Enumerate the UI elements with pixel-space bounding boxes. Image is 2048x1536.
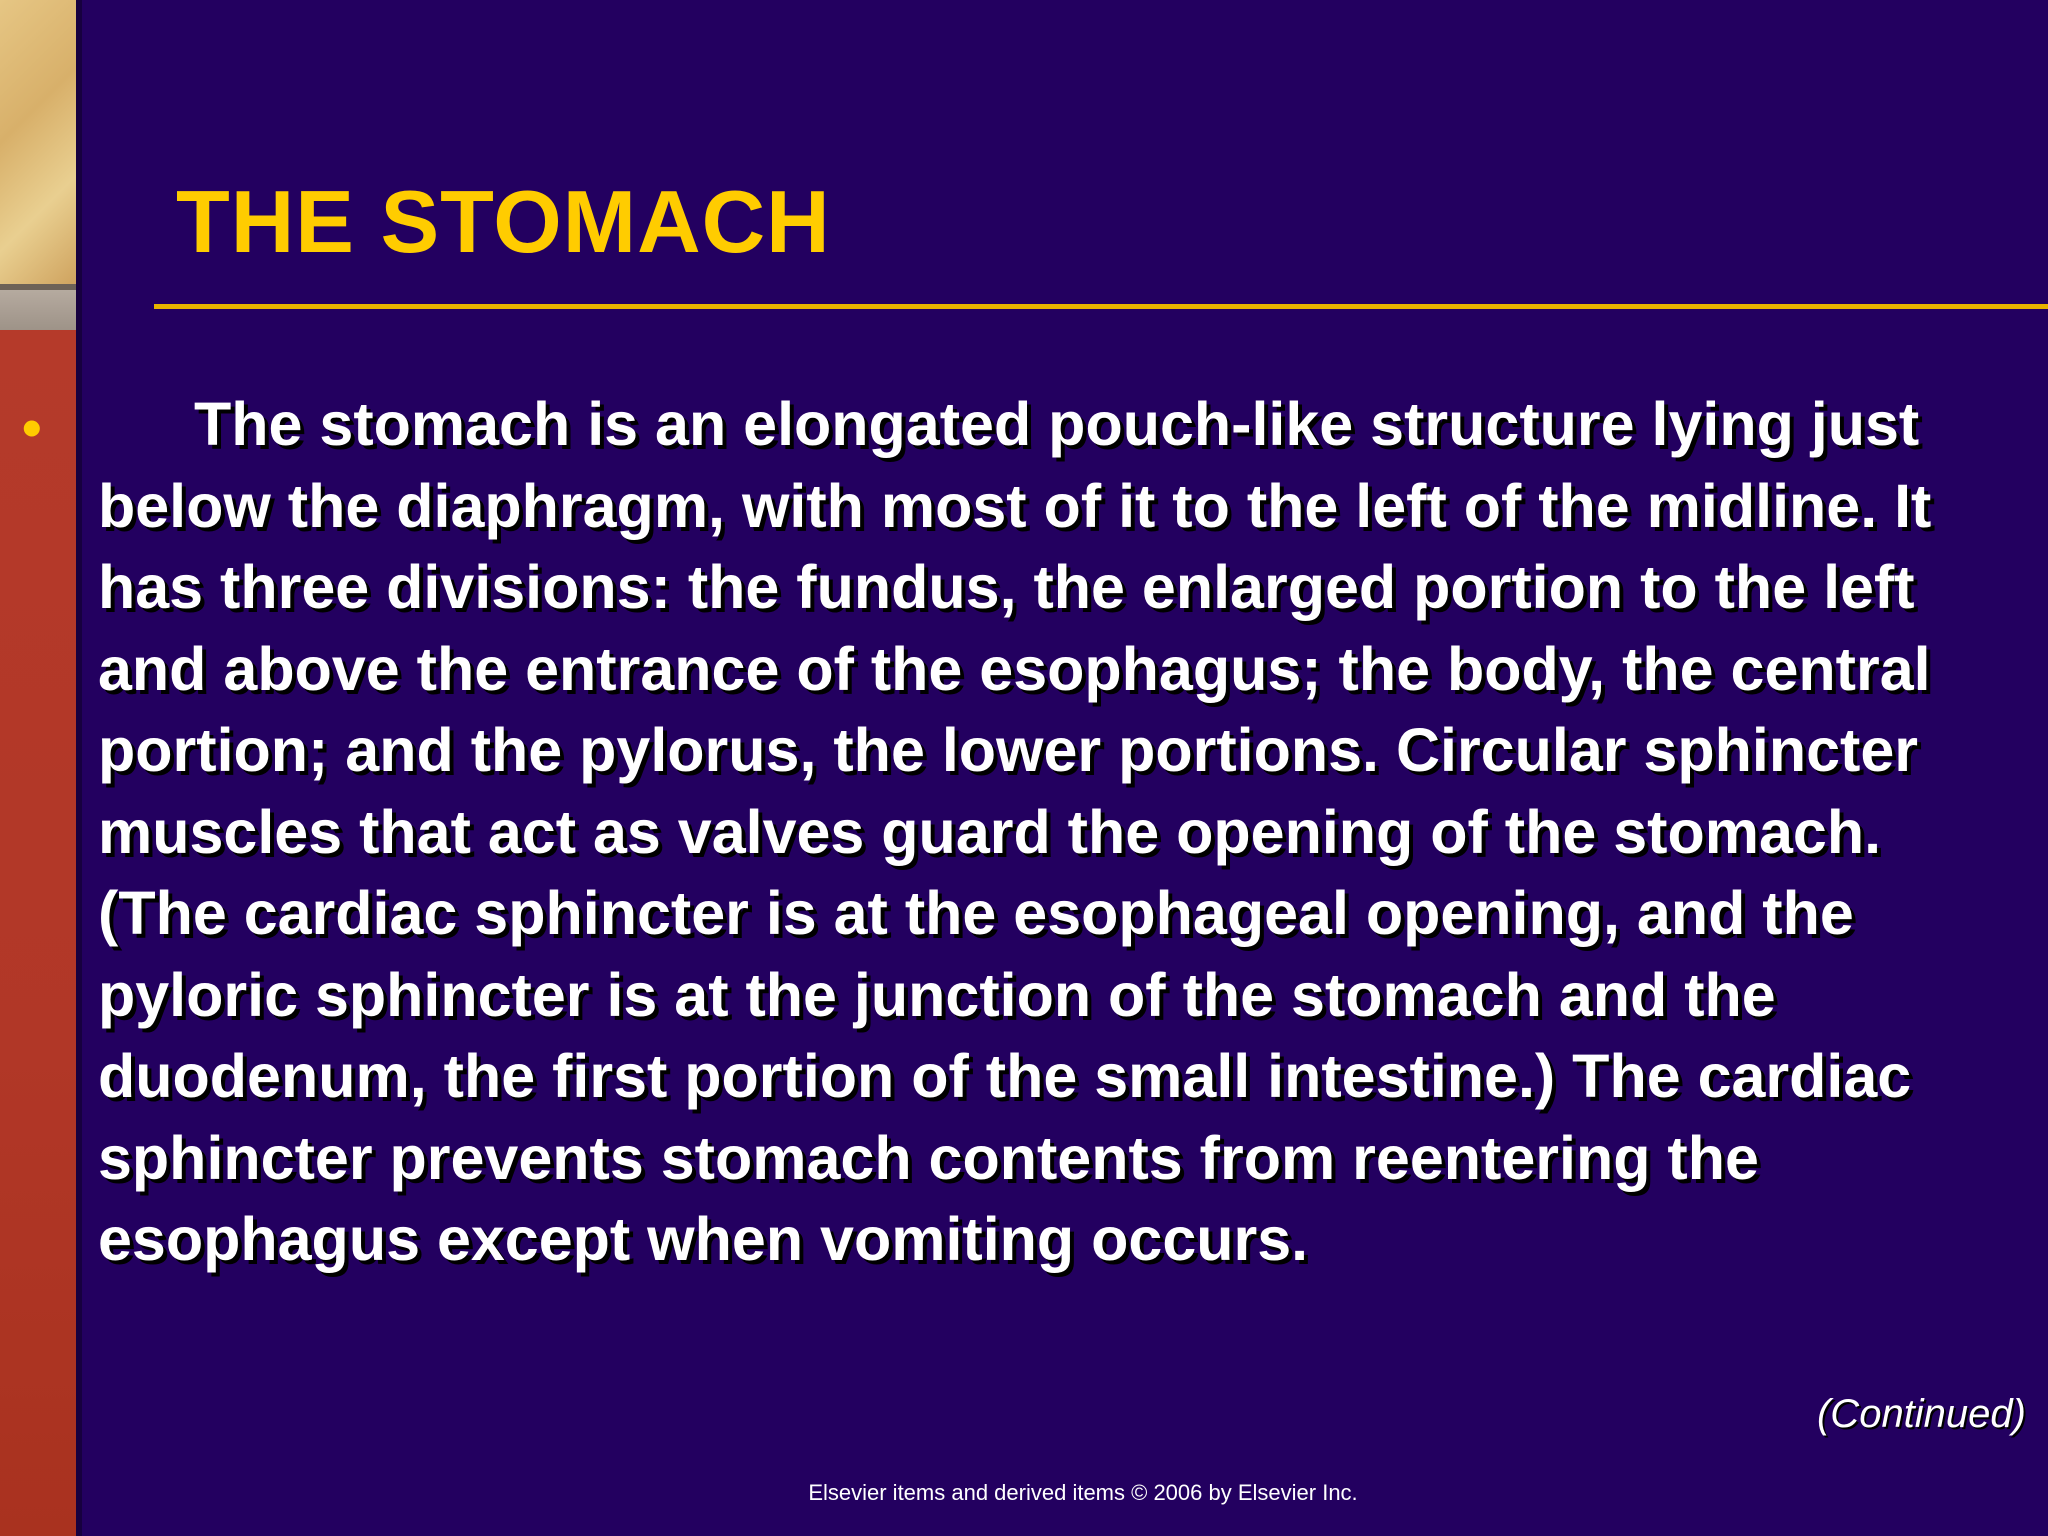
slide-title: THE STOMACH <box>176 172 831 271</box>
title-divider <box>154 304 2048 309</box>
copyright-footer: Elsevier items and derived items © 2006 by Elsevier Inc. <box>808 1480 1358 1505</box>
bullet-icon: • <box>22 396 42 459</box>
decorative-strip-gray <box>0 284 76 330</box>
decorative-strip-edge <box>76 0 82 1536</box>
continued-label: (Continued) <box>1816 1392 2026 1436</box>
slide-body-text: The stomach is an elongated pouch-like structure lying just below the diaphragm, with most of it to the left of the midline. It has three divisions: the fundus, the enlarged portion to the left and above the entrance of the esophagus; the body, the central portion; and the pylorus, the lower portions. Circular sphincter muscles that act as valves guard the opening of the stomach. (The cardiac sphincter is at the esophageal opening, and the pyloric sphincter is at the junction of the stomach and the duodenum, the first portion of the small intestine.) The cardiac sphincter prevents stomach contents from reentering the esophagus except when vomiting occurs. <box>98 390 1932 1273</box>
decorative-strip-red <box>0 330 76 1536</box>
decorative-strip-tan <box>0 0 76 284</box>
